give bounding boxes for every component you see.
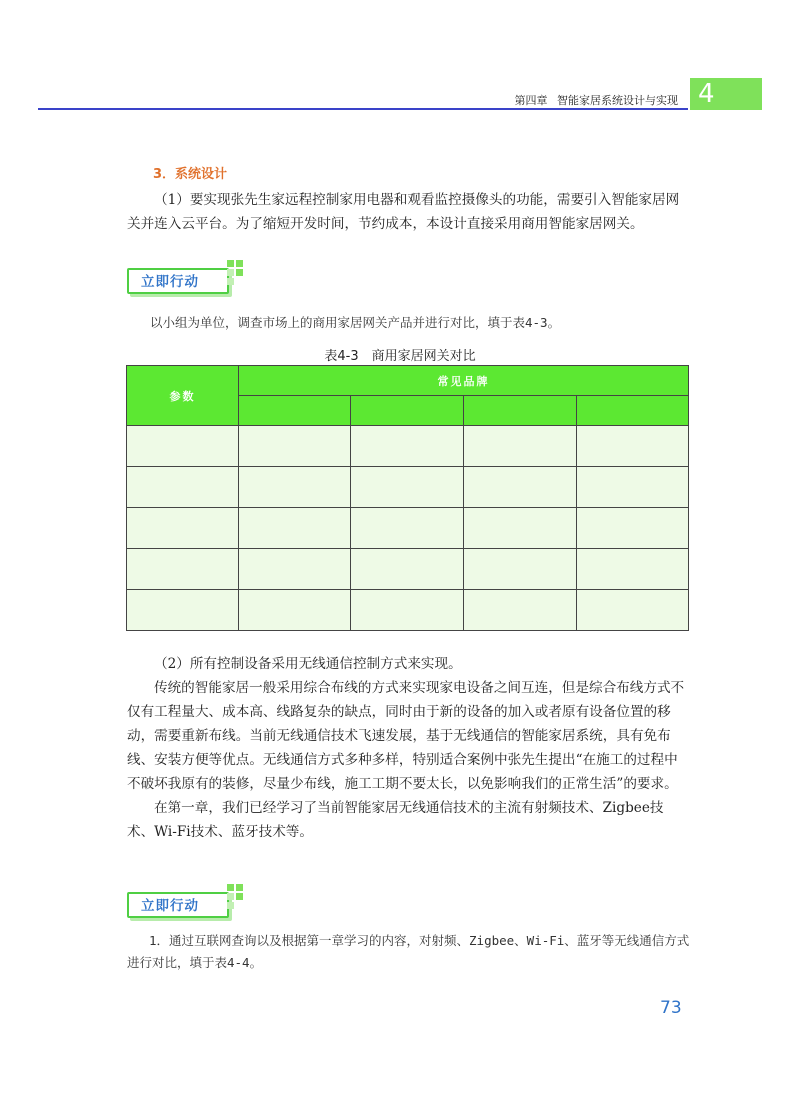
table-cell: [464, 590, 577, 631]
action-badge-label: 立即行动: [141, 274, 199, 290]
table-row: [127, 508, 689, 549]
table-cell: [239, 426, 351, 467]
table-cell: [351, 508, 464, 549]
table-cell: [127, 590, 239, 631]
comparison-table: [126, 365, 689, 631]
section-heading: 3．系统设计: [153, 167, 228, 182]
table-row: [127, 590, 689, 631]
table-cell: [127, 467, 239, 508]
paragraph-1: （1）要实现张先生家远程控制家用电器和观看监控摄像头的功能，需要引入智能家居网关并连入云平台。为了缩短开发时间，节约成本，本设计直接采用商用智能家居网关。: [127, 192, 680, 232]
table-cell: [464, 467, 577, 508]
decor-square: [227, 260, 234, 267]
table-cell: [464, 426, 577, 467]
table-cell: [239, 549, 351, 590]
action-text-2: 1．通过互联网查询以及根据第一章学习的内容，对射频、Zigbee、Wi-Fi、蓝牙等无线通信方式进行对比，填于表4-4。: [127, 933, 690, 970]
table-row: [127, 426, 689, 467]
decor-square: [227, 902, 234, 909]
section-2-body: [127, 652, 689, 844]
table-cell: [577, 467, 689, 508]
decor-square: [236, 884, 243, 891]
paragraph-2-intro: （2）所有控制设备采用无线通信控制方式来实现。: [154, 656, 462, 672]
table-cell: [127, 549, 239, 590]
action-badge: [127, 882, 247, 918]
brand-header-cell: [239, 396, 351, 426]
table-cell: [239, 467, 351, 508]
table-row: [127, 467, 689, 508]
decor-square: [236, 893, 243, 900]
decor-square: [236, 260, 243, 267]
action-badge: [127, 258, 247, 294]
table-cell: [239, 590, 351, 631]
decor-square: [227, 278, 234, 285]
table-cell: [127, 426, 239, 467]
table-cell: [351, 426, 464, 467]
table-row: [127, 549, 689, 590]
table-cell: [577, 426, 689, 467]
header-cell-brands: 常见品牌: [239, 366, 689, 396]
paragraph-2-body: 传统的智能家居一般采用综合布线的方式来实现家电设备之间互连，但是综合布线方式不仅有工程量大、成本高、线路复杂的缺点，同时由于新的设备的加入或者原有设备位置的移动，需要重新布线。当前无线通信技术飞速发展，基于无线通信的智能家居系统，具有免布线、安装方便等优点。无线通信方式多种多样，特别适合案例中张先生提出“在施工的过程中不破坏我原有的装修，尽量少布线，施工工期不要太长，以免影响我们的正常生活”的要求。: [127, 680, 685, 792]
table-cell: [351, 549, 464, 590]
decor-square: [227, 893, 234, 900]
header-cell-param: 参数: [127, 366, 239, 426]
table-cell: [239, 508, 351, 549]
decor-square: [236, 269, 243, 276]
table-cell: [577, 508, 689, 549]
running-header: [509, 92, 679, 108]
chapter-label: 第四章: [514, 94, 548, 107]
table-caption: 表4-3 商用家居网关对比: [324, 349, 476, 364]
table-cell: [464, 549, 577, 590]
chapter-number: 4: [698, 79, 715, 109]
header-rule: [38, 108, 688, 110]
table-cell: [577, 590, 689, 631]
decor-square: [227, 269, 234, 276]
brand-header-cell: [577, 396, 689, 426]
chapter-title: 智能家居系统设计与实现: [557, 94, 678, 107]
table-cell: [464, 508, 577, 549]
action-badge-label: 立即行动: [141, 898, 199, 914]
brand-header-cell: [464, 396, 577, 426]
brand-header-cell: [351, 396, 464, 426]
paragraph-2-chapter: 在第一章，我们已经学习了当前智能家居无线通信技术的主流有射频技术、Zigbee技术、Wi-Fi技术、蓝牙技术等。: [127, 800, 664, 840]
action-text-1: 以小组为单位，调查市场上的商用家居网关产品并进行对比，填于表4-3。: [150, 315, 561, 330]
table-cell: [351, 467, 464, 508]
table-cell: [127, 508, 239, 549]
table-cell: [577, 549, 689, 590]
decor-square: [227, 884, 234, 891]
table-cell: [351, 590, 464, 631]
chapter-badge: [690, 78, 762, 110]
page-number: 73: [660, 998, 682, 1018]
